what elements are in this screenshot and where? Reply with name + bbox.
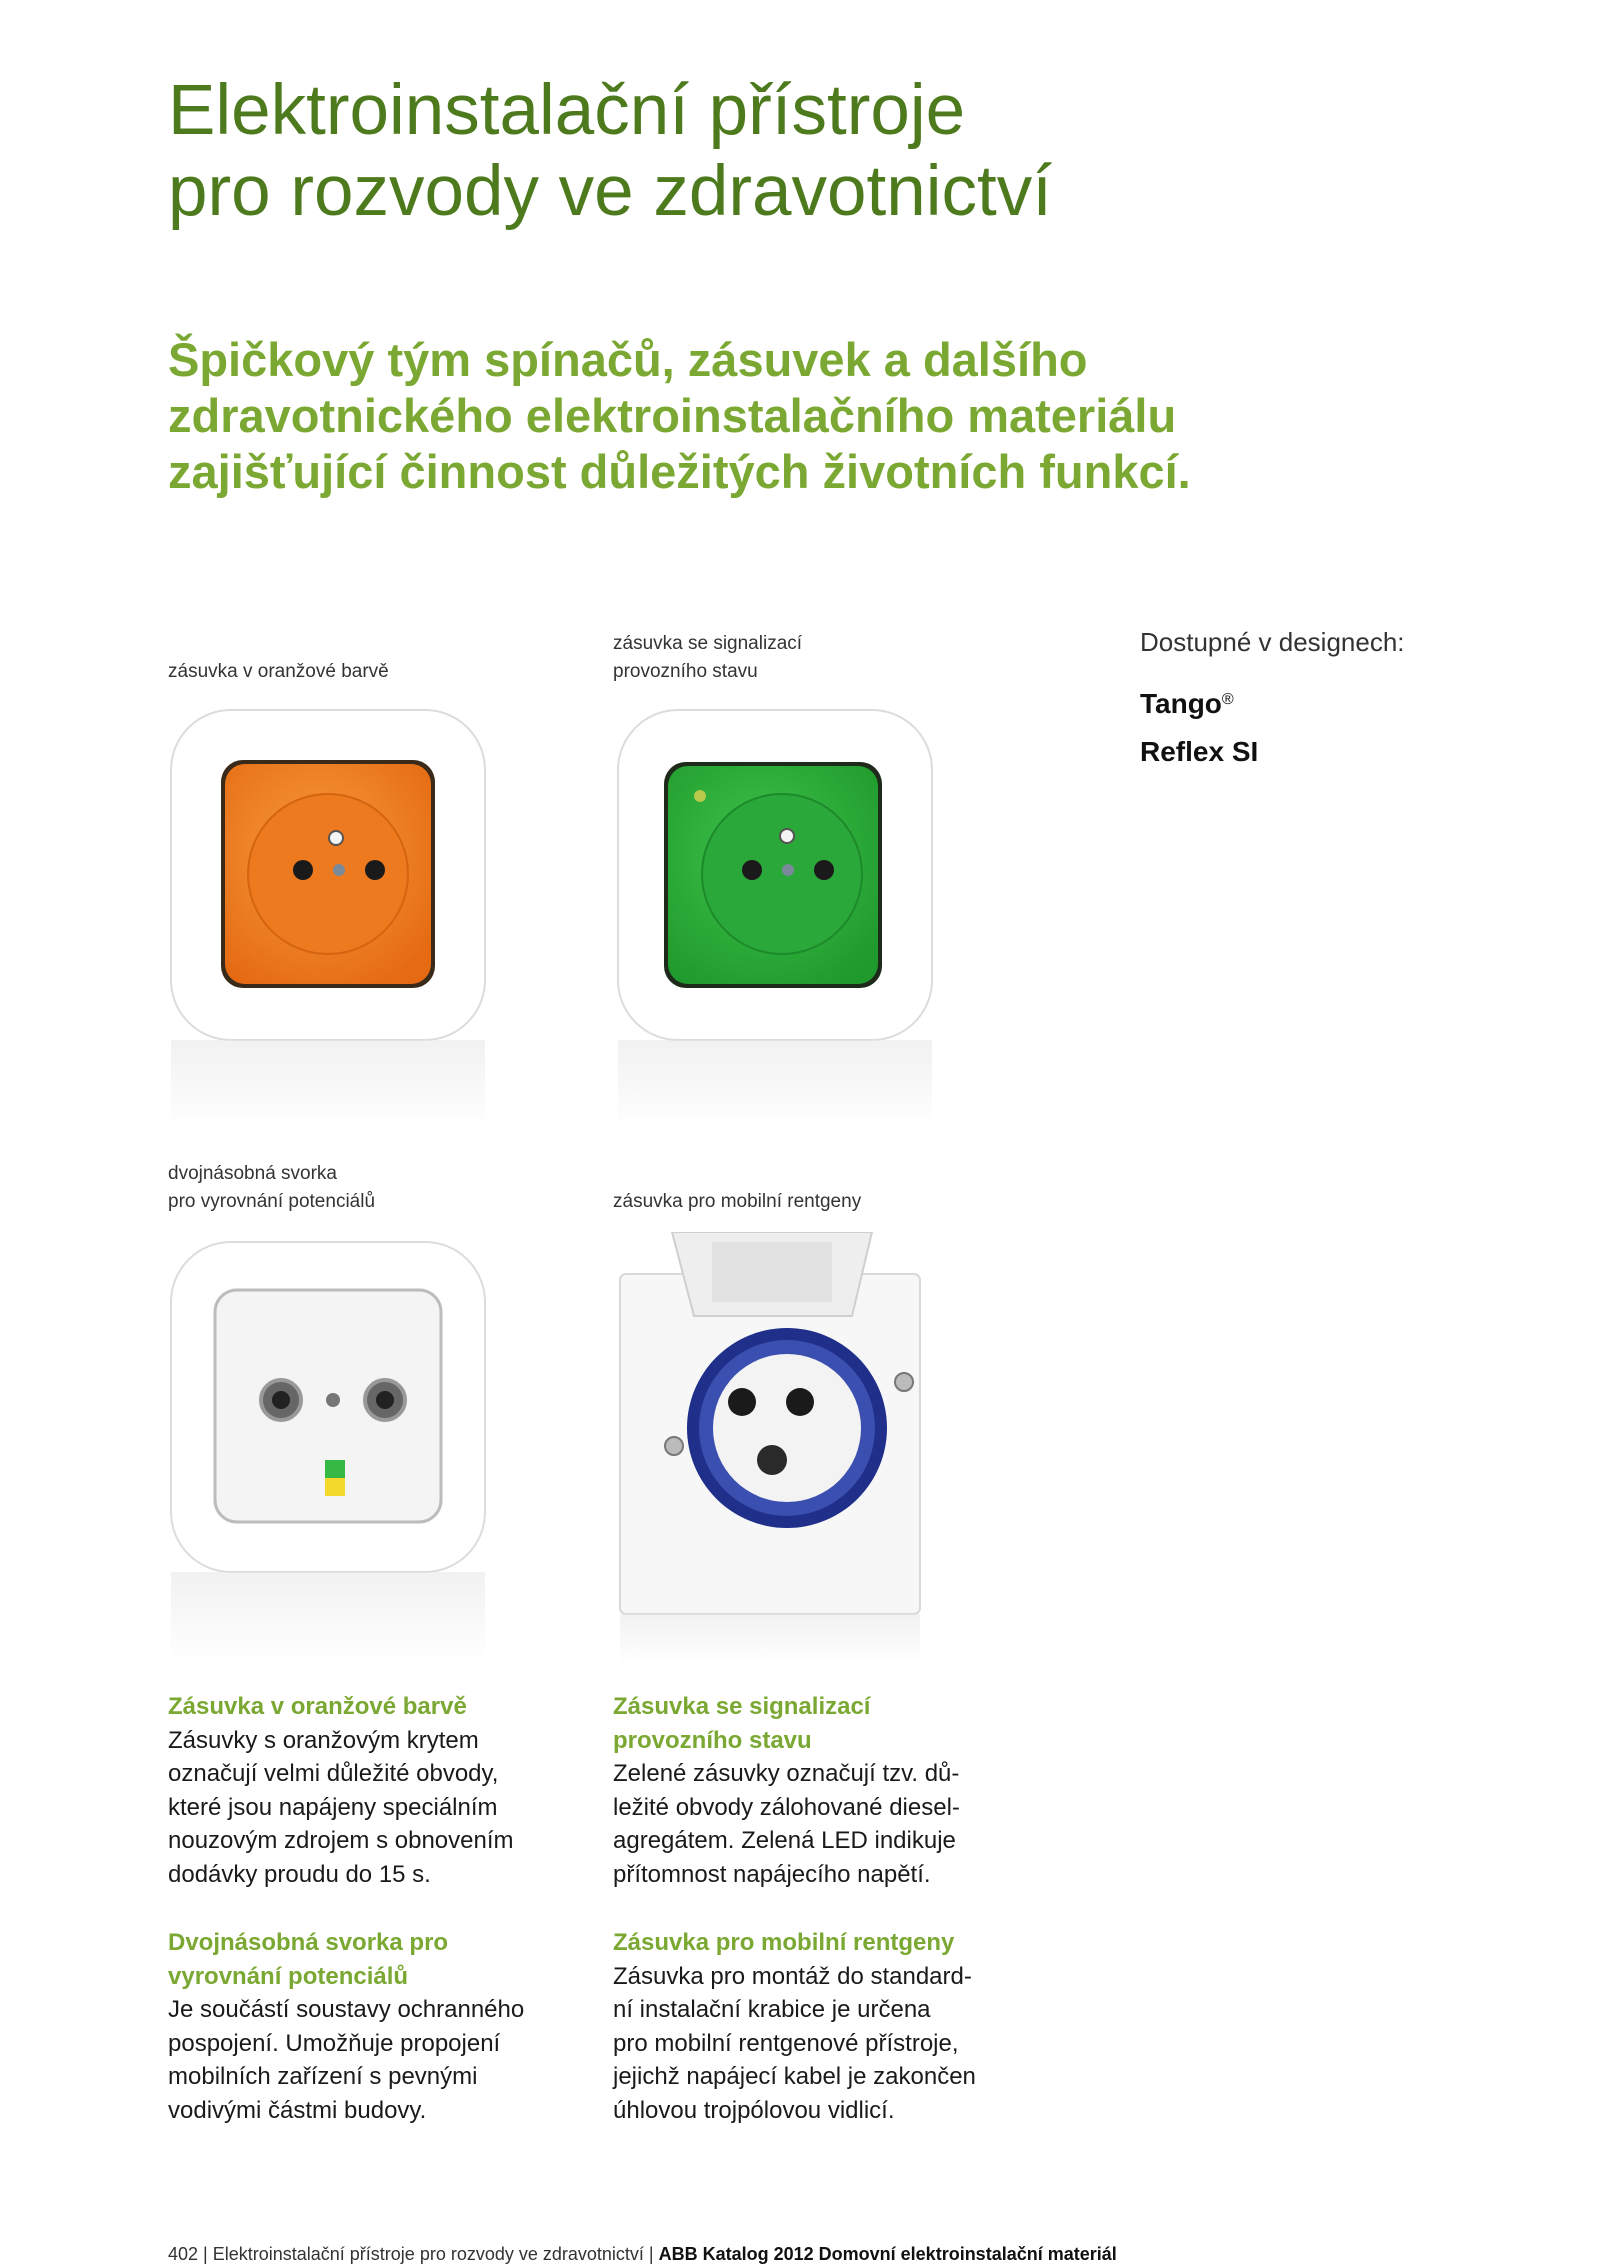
designs-label: Dostupné v designech: [1140, 627, 1405, 657]
design-name: Reflex SI [1140, 736, 1259, 767]
description-title [168, 1690, 568, 1724]
page-number: 402 [168, 2244, 199, 2264]
body-line: Je součástí soustavy ochranného [168, 1996, 525, 2023]
description-title [168, 1926, 568, 1993]
body-line: vodivými částmi budovy. [168, 2096, 427, 2124]
caption-line: dvojnásobná svorka [168, 1163, 337, 1184]
footer-separator: | [643, 2244, 659, 2264]
page-footer [168, 2244, 1117, 2265]
body-line: pro mobilní rentgenové přístroje, [613, 2029, 959, 2057]
product-caption-green [613, 630, 802, 686]
page-title [168, 70, 1468, 232]
footer-section: Elektroinstalační přístroje pro rozvody ve zdravotnictví [212, 2244, 644, 2264]
design-name: Tango [1140, 688, 1222, 719]
page-subtitle [168, 332, 1468, 500]
description-orange [168, 1690, 568, 1891]
description-green [613, 1690, 1013, 1891]
body-line: označují velmi důležité obvody, [168, 1760, 499, 1787]
xray-socket-icon [612, 1232, 942, 1672]
title-line: pro rozvody ve zdravotnictví [168, 152, 1052, 231]
caption-line: zásuvka se signalizací [613, 633, 803, 654]
body-line: dodávky proudu do 15 s. [168, 1860, 431, 1888]
body-line: Zásuvka pro montáž do standard- [613, 1962, 972, 1990]
subtitle-line: zdravotnického elektroinstalačního materiálu [168, 389, 1177, 442]
product-caption-xray [613, 1188, 861, 1216]
caption-line: pro vyrovnání potenciálů [168, 1191, 376, 1212]
title-line: provozního stavu [613, 1726, 812, 1754]
body-line: úhlovou trojpólovou vidlicí. [613, 2096, 895, 2124]
subtitle-line: zajišťující činnost důležitých životních funkcí. [168, 445, 1191, 498]
body-line: které jsou napájeny speciálním [168, 1793, 498, 1821]
title-line: Dvojnásobná svorka pro [168, 1929, 449, 1956]
orange-socket-icon [165, 700, 495, 1140]
title-line: vyrovnání potenciálů [168, 1962, 409, 1990]
description-xray [613, 1926, 1013, 2127]
description-title [613, 1926, 1013, 1960]
description-title [613, 1690, 1013, 1757]
registered-mark: ® [1221, 691, 1234, 708]
body-line: mobilních zařízení s pevnými [168, 2063, 478, 2090]
body-line: Zásuvky s oranžovým krytem [168, 1726, 479, 1754]
green-socket-icon [612, 700, 942, 1140]
description-body [168, 1724, 568, 1892]
description-terminal [168, 1926, 568, 2127]
product-caption-terminal [168, 1160, 375, 1216]
body-line: ní instalační krabice je určena [613, 1996, 931, 2023]
body-line: agregátem. Zelená LED indikuje [613, 1827, 956, 1854]
caption-line: provozního stavu [613, 661, 758, 682]
design-item-tango [1140, 680, 1540, 728]
design-list [1140, 680, 1540, 776]
body-line: ležité obvody zálohované diesel- [613, 1793, 960, 1821]
body-line: pospojení. Umožňuje propojení [168, 2029, 501, 2057]
body-line: přítomnost napájecího napětí. [613, 1860, 931, 1888]
title-line: Elektroinstalační přístroje [168, 71, 966, 150]
title-line: Zásuvka pro mobilní rentgeny [613, 1929, 955, 1956]
description-body [613, 1757, 1013, 1891]
caption-line: zásuvka pro mobilní rentgeny [613, 1191, 862, 1212]
available-designs [1140, 622, 1540, 776]
title-line: Zásuvka se signalizací [613, 1693, 871, 1720]
footer-separator: | [198, 2244, 213, 2264]
footer-catalog: ABB Katalog 2012 Domovní elektroinstalační materiál [658, 2244, 1117, 2264]
equipotential-terminal-icon [165, 1232, 495, 1672]
design-item-reflex [1140, 728, 1540, 776]
body-line: Zelené zásuvky označují tzv. dů- [613, 1760, 960, 1787]
body-line: jejichž napájecí kabel je zakončen [613, 2063, 976, 2090]
body-line: nouzovým zdrojem s obnovením [168, 1827, 514, 1854]
caption-line: zásuvka v oranžové barvě [168, 661, 389, 682]
description-body [168, 1993, 568, 2127]
description-body [613, 1960, 1013, 2128]
title-line: Zásuvka v oranžové barvě [168, 1693, 467, 1720]
subtitle-line: Špičkový tým spínačů, zásuvek a dalšího [168, 333, 1088, 386]
product-caption-orange [168, 658, 389, 686]
